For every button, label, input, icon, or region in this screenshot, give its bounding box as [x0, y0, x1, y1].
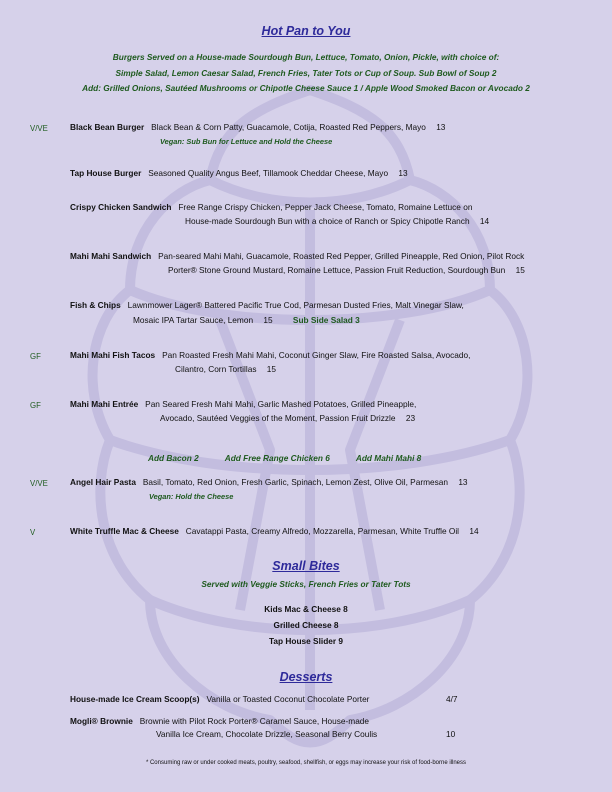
add-on-chicken: Add Free Range Chicken 6: [224, 453, 330, 463]
small-bites-title: Small Bites: [272, 559, 340, 573]
item-description: Basil, Tomato, Red Onion, Fresh Garlic, Spinach, Lemon Zest, Olive Oil, Parmesan: [142, 477, 448, 487]
item-description: Lawnmower Lager® Battered Pacific True Cod, Parmesan Dusted Fries, Malt Vinegar Slaw,: [127, 300, 464, 310]
item-name: Fish & Chips: [70, 300, 121, 310]
menu-item-fish-and-chips: [70, 299, 464, 312]
menu-item-mahi-mahi-entree: [70, 398, 416, 411]
item-name: White Truffle Mac & Cheese: [70, 526, 179, 536]
add-ons-row: [148, 453, 445, 463]
item-description: Seasoned Quality Angus Beef, Tillamook Cheddar Cheese, Mayo: [148, 168, 389, 178]
item-name: Mahi Mahi Entrée: [70, 399, 139, 409]
sub-side-salad-note: Sub Side Salad 3: [292, 315, 360, 325]
item-description-cont: Vanilla Ice Cream, Chocolate Drizzle, Seasonal Berry Coulis: [156, 729, 378, 739]
dietary-tag: V: [30, 528, 36, 537]
add-on-bacon: Add Bacon 2: [148, 453, 199, 463]
menu-item-angel-hair-pasta: [70, 476, 468, 489]
burger-intro-line-2: Simple Salad, Lemon Caesar Salad, French Fries, Tater Tots or Cup of Soup. Sub Bowl of Soup 2: [115, 68, 497, 78]
dietary-tag: GF: [30, 352, 41, 361]
item-description: Porter® Stone Ground Mustard, Romaine Lettuce, Passion Fruit Reduction, Sourdough Bun: [168, 265, 506, 275]
menu-item-black-bean-burger: [70, 121, 445, 134]
item-description-cont: [133, 314, 360, 327]
small-bite-item: Kids Mac & Cheese 8: [264, 604, 348, 614]
small-bite-item: Tap House Slider 9: [268, 636, 344, 646]
menu-item-tap-house-burger: [70, 167, 408, 180]
item-description-cont: [175, 363, 276, 376]
item-price: 13: [398, 168, 408, 178]
item-description: Mosaic IPA Tartar Sauce, Lemon: [133, 315, 254, 325]
menu-item-mahi-mahi-fish-tacos: [70, 349, 470, 362]
desserts-title: Desserts: [279, 670, 333, 684]
small-bite-item: Grilled Cheese 8: [273, 620, 339, 630]
item-name: Angel Hair Pasta: [70, 477, 136, 487]
item-price: 4/7: [446, 694, 458, 704]
small-bites-intro: Served with Veggie Sticks, French Fries or Tater Tots: [201, 579, 411, 589]
item-name: Mogli® Brownie: [70, 716, 133, 726]
item-name: Mahi Mahi Sandwich: [70, 251, 152, 261]
item-price: 13: [436, 122, 446, 132]
item-description: Brownie with Pilot Rock Porter® Caramel Sauce, House-made: [139, 716, 370, 726]
item-description: Black Bean & Corn Patty, Guacamole, Cotija, Roasted Red Peppers, Mayo: [151, 122, 426, 132]
item-price: 15: [515, 265, 525, 275]
burger-intro-line-1: Burgers Served on a House-made Sourdough Bun, Lettuce, Tomato, Onion, Pickle, with choice of:: [112, 52, 500, 62]
menu-item-brownie: [70, 715, 369, 728]
item-description: House-made Sourdough Bun with a choice of Ranch or Spicy Chipotle Ranch: [185, 216, 470, 226]
menu-item-ice-cream: [70, 693, 369, 706]
item-description: Avocado, Sautéed Veggies of the Moment, Passion Fruit Drizzle: [160, 413, 396, 423]
item-price: 10: [446, 729, 456, 739]
item-price: 15: [263, 315, 273, 325]
item-description: Cilantro, Corn Tortillas: [175, 364, 257, 374]
item-price: 15: [266, 364, 277, 374]
menu-item-white-truffle-mac: [70, 525, 479, 538]
item-description: Free Range Crispy Chicken, Pepper Jack Cheese, Tomato, Romaine Lettuce on: [178, 202, 473, 212]
item-name: House-made Ice Cream Scoop(s): [70, 694, 200, 704]
item-description: Cavatappi Pasta, Creamy Alfredo, Mozzarella, Parmesan, White Truffle Oil: [185, 526, 460, 536]
dietary-tag: V/VE: [30, 479, 48, 488]
item-description-cont: [160, 412, 415, 425]
vegan-note: Vegan: Sub Bun for Lettuce and Hold the Cheese: [160, 137, 333, 146]
hot-pan-title: Hot Pan to You: [261, 24, 351, 38]
menu-item-crispy-chicken-sandwich: [70, 201, 472, 214]
burger-intro-line-3: Add: Grilled Onions, Sautéed Mushrooms or Chipotle Cheese Sauce 1 / Apple Wood Smoked Bacon or Avocado 2: [82, 83, 530, 93]
item-description-cont: [185, 215, 489, 228]
vegan-note: Vegan: Hold the Cheese: [149, 492, 234, 501]
food-safety-footnote: * Consuming raw or under cooked meats, poultry, seafood, shellfish, or eggs may increase your risk of food-borne illness: [145, 760, 467, 766]
item-price: 23: [405, 413, 416, 423]
item-name: Crispy Chicken Sandwich: [70, 202, 172, 212]
item-name: Tap House Burger: [70, 168, 142, 178]
item-description: Vanilla or Toasted Coconut Chocolate Porter: [206, 694, 370, 704]
item-price: 13: [458, 477, 468, 487]
item-name: Black Bean Burger: [70, 122, 145, 132]
menu-item-mahi-mahi-sandwich: [70, 250, 524, 263]
item-description-cont: [168, 264, 525, 277]
item-description: Pan Roasted Fresh Mahi Mahi, Coconut Ginger Slaw, Fire Roasted Salsa, Avocado,: [162, 350, 471, 360]
item-price: 14: [479, 216, 490, 226]
item-name: Mahi Mahi Fish Tacos: [70, 350, 156, 360]
dietary-tag: GF: [30, 401, 41, 410]
item-description: Pan Seared Fresh Mahi Mahi, Garlic Mashed Potatoes, Grilled Pineapple,: [145, 399, 417, 409]
add-on-mahi: Add Mahi Mahi 8: [355, 453, 422, 463]
item-description: Pan-seared Mahi Mahi, Guacamole, Roasted Red Pepper, Grilled Pineapple, Red Onion, Pilot Rock: [158, 251, 525, 261]
dietary-tag: V/VE: [30, 124, 48, 133]
item-price: 14: [469, 526, 479, 536]
